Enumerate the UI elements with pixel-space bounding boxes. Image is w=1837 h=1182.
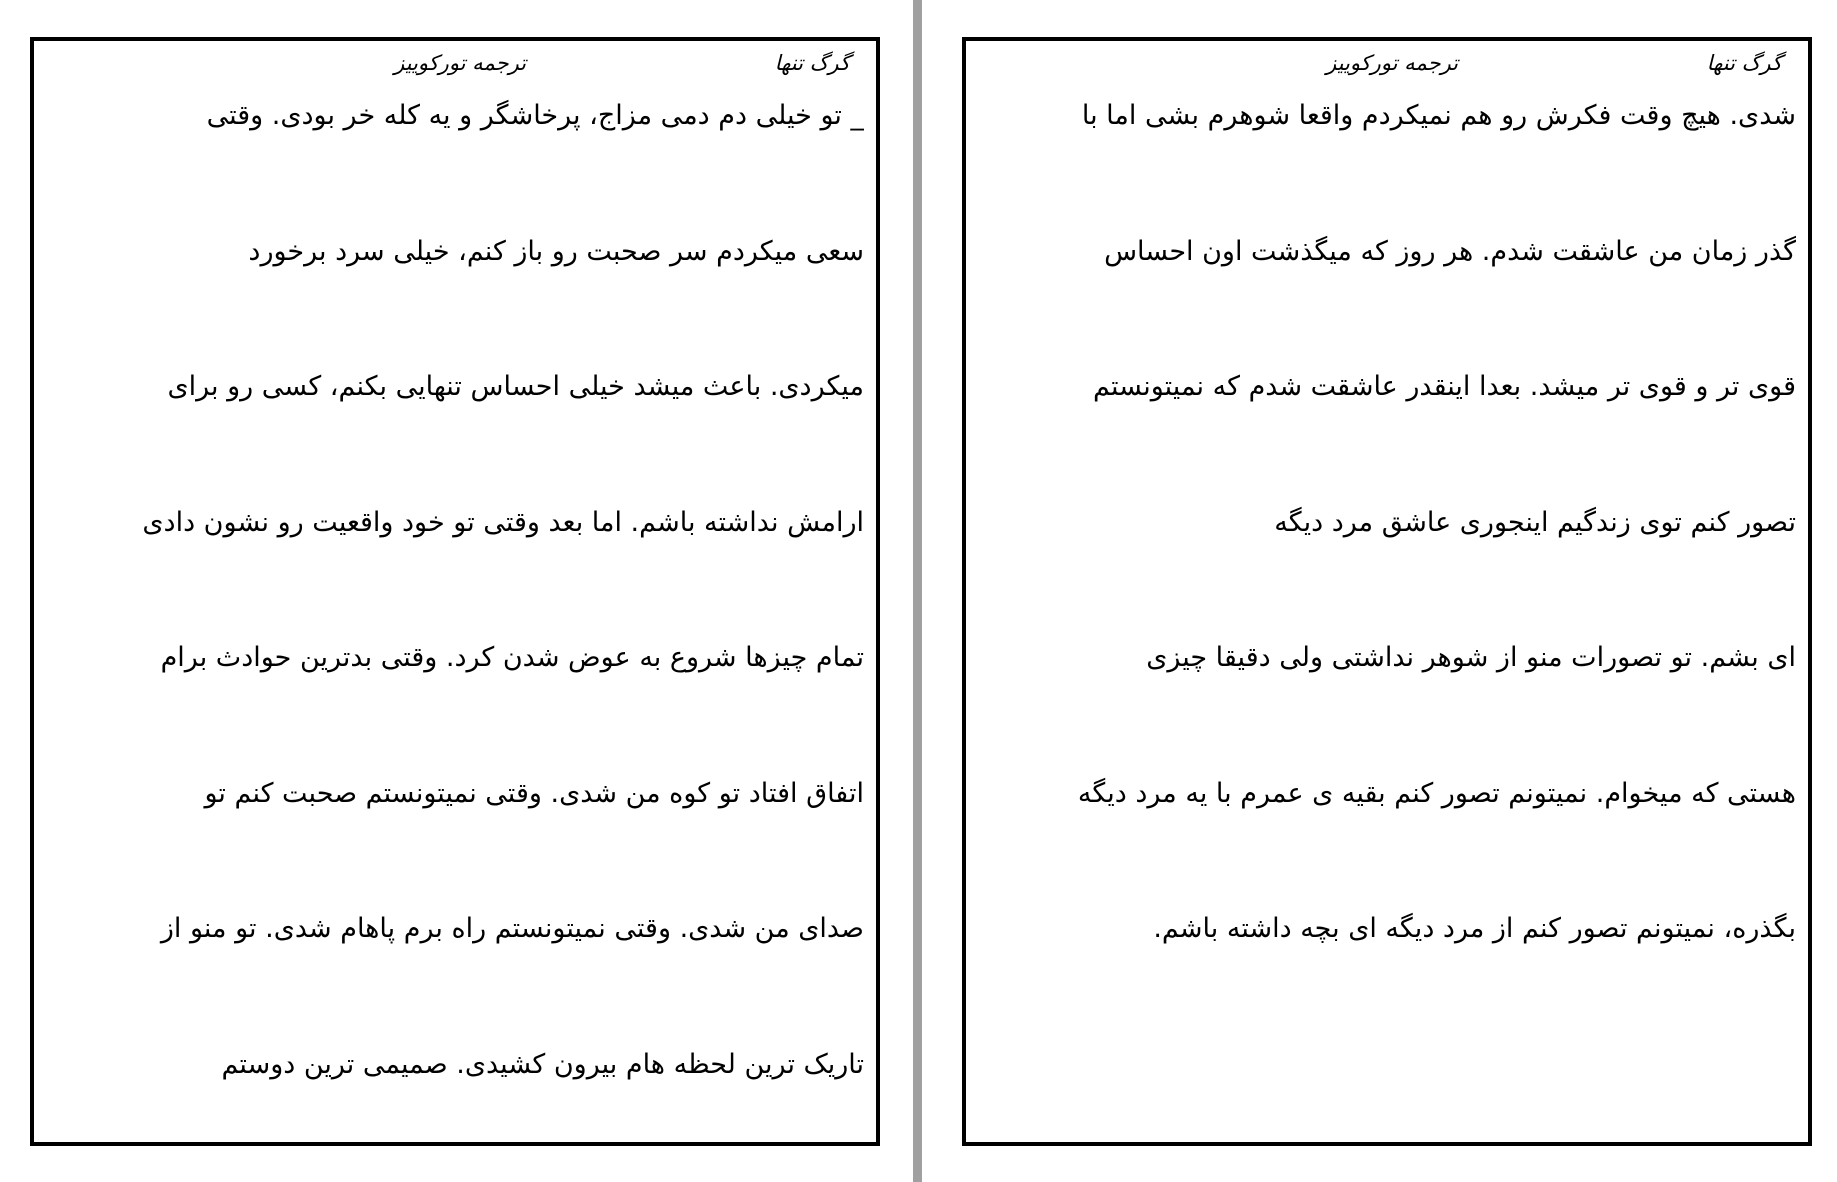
- text-line: میکردی. باعث میشد خیلی احساس تنهایی بکنم، کسی رو برای: [167, 371, 864, 402]
- page-body: [48, 96, 864, 1180]
- header-book-title: گرگ تنها: [774, 51, 850, 75]
- text-line: _ تو خیلی دم دمی مزاج، پرخاشگر و یه کله خر بودی. وقتی: [206, 100, 864, 131]
- text-line: اتفاق افتاد تو کوه من شدی. وقتی نمیتونستم صحبت کنم تو: [204, 777, 864, 809]
- page-divider: [913, 0, 922, 1182]
- text-line: صدای من شدی. وقتی نمیتونستم راه برم پاهام شدی. تو منو از: [160, 913, 864, 944]
- text-line: شدی. هیچ وقت فکرش رو هم نمیکردم واقعا شوهرم بشی اما با: [1081, 100, 1796, 131]
- page-body: [980, 96, 1796, 1045]
- text-line: تاریک ترین لحظه هام بیرون کشیدی. صمیمی ترین دوستم: [221, 1048, 864, 1080]
- header-translator: ترجمه تورکوییز: [394, 51, 526, 75]
- text-line: ای بشم. تو تصورات منو از شوهر نداشتی ولی دقیقا چیزی: [1146, 642, 1796, 673]
- text-line: سعی میکردم سر صحبت رو باز کنم، خیلی سرد برخورد: [248, 235, 864, 267]
- text-line: بگذره، نمیتونم تصور کنم از مرد دیگه ای بچه داشته باشم.: [1153, 913, 1796, 944]
- text-line: قوی تر و قوی تر میشد. بعدا اینقدر عاشقت شدم که نمیتونستم: [1092, 371, 1796, 402]
- text-line: تمام چیزها شروع به عوض شدن کرد. وقتی بدترین حوادث برام: [160, 642, 864, 673]
- text-line: گذر زمان من عاشقت شدم. هر روز که میگذشت اون احساس: [1104, 235, 1796, 267]
- page-header: [966, 51, 1808, 81]
- page-right: [962, 37, 1812, 1146]
- header-translator: ترجمه تورکوییز: [1326, 51, 1458, 75]
- header-book-title: گرگ تنها: [1706, 51, 1782, 75]
- text-line: ارامش نداشته باشم. اما بعد وقتی تو خود واقعیت رو نشون دادی: [142, 506, 864, 538]
- page-left: [30, 37, 880, 1146]
- page-header: [34, 51, 876, 81]
- text-line: تصور کنم توی زندگیم اینجوری عاشق مرد دیگه: [1274, 506, 1796, 538]
- text-line: هستی که میخوام. نمیتونم تصور کنم بقیه ی عمرم با یه مرد دیگه: [1077, 777, 1796, 809]
